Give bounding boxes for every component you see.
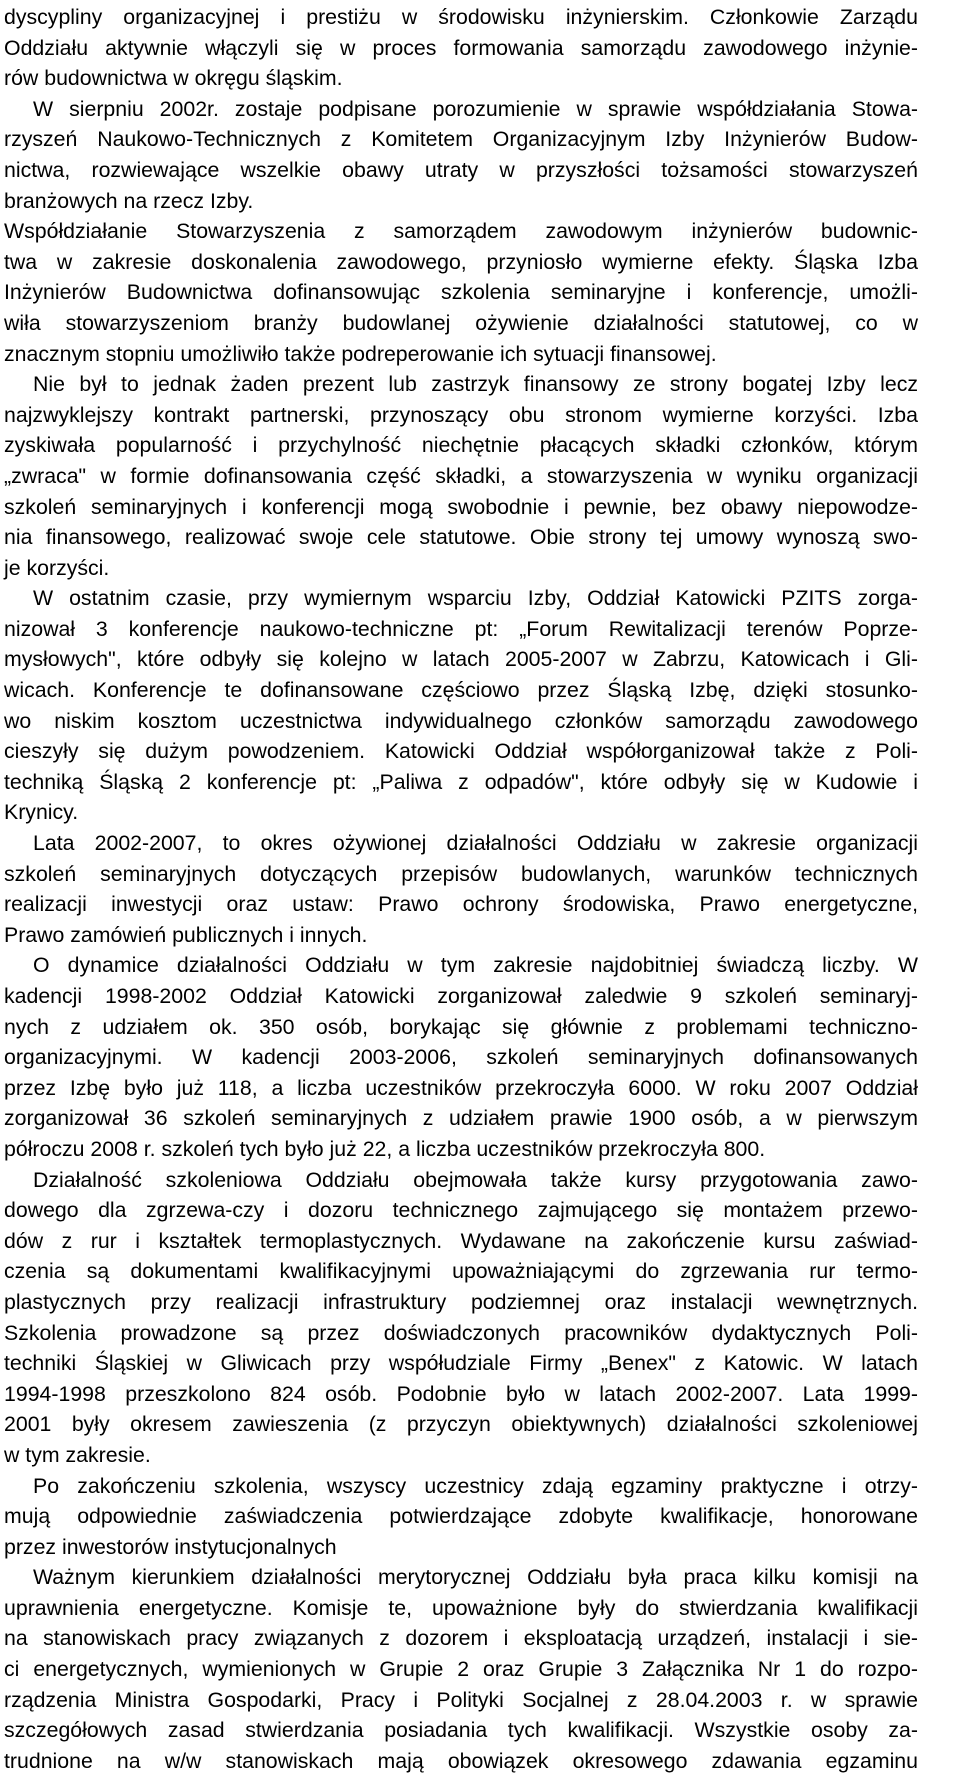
text-line: mują odpowiednie zaświadczenia potwierdzające zdobyte kwalifikacje, honorowane xyxy=(4,1504,918,1529)
paragraph xyxy=(4,828,918,950)
text-line: przez inwestorów instytucjonalnych xyxy=(4,1534,337,1559)
text-line: Krynicy. xyxy=(4,800,79,825)
paragraph xyxy=(4,583,918,828)
text-line: uprawnienia energetyczne. Komisje te, upoważnione były do stwierdzania kwalifikacji xyxy=(4,1595,918,1620)
text-line: W sierpniu 2002r. zostaje podpisane porozumienie w sprawie współdziałania Stowa- xyxy=(33,96,918,121)
text-line: nych z udziałem ok. 350 osób, borykając się głównie z problemami techniczno- xyxy=(4,1014,918,1039)
text-line: O dynamice działalności Oddziału w tym zakresie najdobitniej świadczą liczby. W xyxy=(33,953,918,978)
text-line: mysłowych", które odbyły się kolejno w latach 2005-2007 w Zabrzu, Katowicach i Gli- xyxy=(4,647,918,672)
text-line: branżowych na rzecz Izby. xyxy=(4,188,254,213)
text-line: dów z rur i kształtek termoplastycznych. Wydawane na zakończenie kursu zaświad- xyxy=(4,1228,918,1253)
paragraph xyxy=(4,2,918,94)
text-line: szkoleń seminaryjnych i konferencji mogą swobodnie i pewnie, bez obawy niepowodze- xyxy=(4,494,918,519)
text-line: techniki Śląskiej w Gliwicach przy współudziale Firmy „Benex" z Katowic. W latach xyxy=(4,1351,918,1376)
text-line: nizował 3 konferencje naukowo-techniczne pt: „Forum Rewitalizacji terenów Poprze- xyxy=(4,616,918,641)
text-line: znacznym stopniu umożliwiło także podreperowanie ich sytuacji finansowej. xyxy=(4,341,717,366)
text-line: najzwyklejszy kontrakt partnerski, przynoszący obu stronom wymierne korzyści. Izba xyxy=(4,402,918,427)
text-line: czenia są dokumentami kwalifikacyjnymi upoważniającymi do zgrzewania rur termo- xyxy=(4,1259,918,1284)
paragraph xyxy=(4,1471,918,1563)
text-line: realizacji inwestycji oraz ustaw: Prawo ochrony środowiska, Prawo energetyczne, xyxy=(4,892,918,917)
text-line: nictwa, rozwiewające wszelkie obawy utraty w przyszłości tożsamości stowarzyszeń xyxy=(4,157,918,182)
text-line: je korzyści. xyxy=(4,555,110,580)
text-line: Szkolenia prowadzone są przez doświadczonych pracowników dydaktycznych Poli- xyxy=(4,1320,918,1345)
text-line: wiła stowarzyszeniom branży budowlanej ożywienie działalności statutowej, co w xyxy=(4,310,918,335)
text-line: twa w zakresie doskonalenia zawodowego, przyniosło wymierne efekty. Śląska Izba xyxy=(4,249,918,274)
text-line: kadencji 1998-2002 Oddział Katowicki zorganizował zaledwie 9 szkoleń seminaryj- xyxy=(4,984,918,1008)
text-line: przez Izbę było już 118, a liczba uczestników przekroczyła 6000. W roku 2007 Oddział xyxy=(4,1075,918,1100)
paragraph xyxy=(4,1165,918,1471)
paragraph xyxy=(4,216,918,369)
text-line: „zwraca" w formie dofinansowania część składki, a stowarzyszenia w wyniku organizacji xyxy=(4,463,918,488)
text-line: Lata 2002-2007, to okres ożywionej działalności Oddziału w zakresie organizacji xyxy=(33,831,918,856)
paragraph xyxy=(4,94,918,216)
text-line: zyskiwała popularność i przychylność niechętnie płacących składki członków, którym xyxy=(4,433,918,458)
text-line: trudnione na w/w stanowiskach mają obowiązek okresowego zdawania egzaminu xyxy=(4,1748,918,1773)
text-line: 2001 były okresem zawieszenia (z przyczyn obiektywnych) działalności szkoleniowej xyxy=(4,1412,918,1437)
text-line: 1994-1998 przeszkolono 824 osób. Podobnie było w latach 2002-2007. Lata 1999- xyxy=(4,1381,918,1406)
text-line: półroczu 2008 r. szkoleń tych było już 22, a liczba uczestników przekroczyła 800. xyxy=(4,1136,766,1161)
text-line: rządzenia Ministra Gospodarki, Pracy i Polityki Socjalnej z 28.04.2003 r. w sprawie xyxy=(4,1687,918,1712)
text-line: zorganizował 36 szkoleń seminaryjnych z udziałem prawie 1900 osób, a w pierwszym xyxy=(4,1106,918,1131)
text-line: techniką Śląską 2 konferencje pt: „Paliwa z odpadów", które odbyły się w Kudowie i xyxy=(4,769,918,794)
text-line: Po zakończeniu szkolenia, wszyscy uczestnicy zdają egzaminy praktyczne i otrzy- xyxy=(33,1473,918,1498)
text-line: Prawo zamówień publicznych i innych. xyxy=(4,922,368,947)
text-line: dowego dla zgrzewa-czy i dozoru technicznego zajmującego się montażem przewo- xyxy=(4,1198,918,1223)
paragraph xyxy=(4,950,918,1164)
text-line: cieszyły się dużym powodzeniem. Katowicki Oddział współorganizował także z Poli- xyxy=(4,739,918,764)
text-line: Nie był to jednak żaden prezent lub zastrzyk finansowy ze strony bogatej Izby lecz xyxy=(33,372,918,397)
text-line: nia finansowego, realizować swoje cele statutowe. Obie strony tej umowy wynoszą swo- xyxy=(4,525,918,550)
text-line: Współdziałanie Stowarzyszenia z samorządem zawodowym inżynierów budownic- xyxy=(4,219,918,244)
text-line: Ważnym kierunkiem działalności merytorycznej Oddziału była praca kilku komisji na xyxy=(33,1565,918,1590)
text-line: dyscypliny organizacyjnej i prestiżu w środowisku inżynierskim. Członkowie Zarządu xyxy=(4,5,918,29)
text-line: Inżynierów Budownictwa dofinansowując szkolenia seminaryjne i konferencje, umożli- xyxy=(4,280,918,305)
text-line: wo niskim kosztom uczestnictwa indywidualnego członków samorządu zawodowego xyxy=(4,708,918,733)
text-line: organizacyjnymi. W kadencji 2003-2006, szkoleń seminaryjnych dofinansowanych xyxy=(4,1045,918,1070)
text-line: Oddziału aktywnie włączyli się w proces formowania samorządu zawodowego inżynie- xyxy=(4,35,918,60)
text-line: W ostatnim czasie, przy wymiernym wsparciu Izby, Oddział Katowicki PZITS zorga- xyxy=(33,586,918,611)
text-line: plastycznych przy realizacji infrastruktury podziemnej oraz instalacji wewnętrznych. xyxy=(4,1289,918,1314)
text-line: szczegółowych zasad stwierdzania posiadania tych kwalifikacji. Wszystkie osoby za- xyxy=(4,1718,918,1743)
paragraph xyxy=(4,369,918,583)
text-line: rzyszeń Naukowo-Technicznych z Komitetem Organizacyjnym Izby Inżynierów Budow- xyxy=(4,127,918,152)
paragraph xyxy=(4,1562,918,1776)
text-line: wicach. Konferencje te dofinansowane częściowo przez Śląską Izbę, dzięki stosunko- xyxy=(4,678,918,703)
text-line: rów budownictwa w okręgu śląskim. xyxy=(4,66,343,91)
text-line: na stanowiskach pracy związanych z dozorem i eksploatacją urządzeń, instalacji i sie- xyxy=(4,1626,918,1651)
text-line: Działalność szkoleniowa Oddziału obejmowała także kursy przygotowania zawo- xyxy=(33,1167,918,1192)
text-line: ci energetycznych, wymienionych w Grupie 2 oraz Grupie 3 Załącznika Nr 1 do rozpo- xyxy=(4,1657,918,1682)
text-line: szkoleń seminaryjnych dotyczących przepisów budowlanych, warunków technicznych xyxy=(4,861,918,886)
text-line: w tym zakresie. xyxy=(4,1442,151,1467)
